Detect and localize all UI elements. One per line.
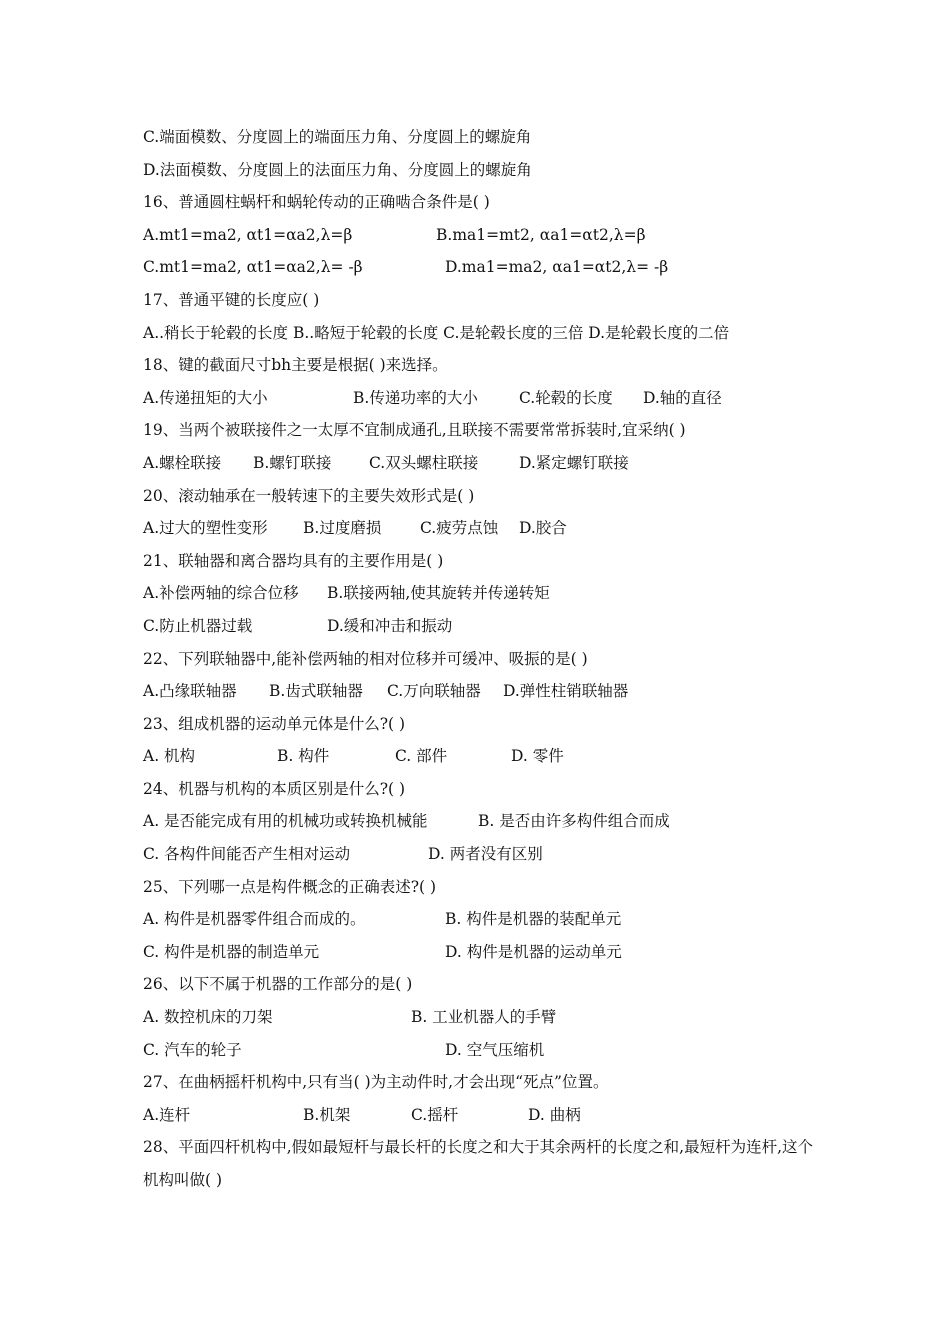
option-d: D.ma1=ma2, αa1=αt2,λ= -β (445, 258, 669, 277)
option-line (143, 577, 823, 610)
option-c: C. 构件是机器的制造单元 (143, 942, 320, 961)
option-line (143, 447, 823, 480)
option-line (143, 675, 823, 708)
option-line (143, 1034, 823, 1067)
question-list (143, 121, 823, 1197)
option-line (143, 610, 823, 643)
option-d: D. 零件 (511, 747, 564, 766)
question-18: 18、键的截面尺寸bh主要是根据( )来选择。 (143, 356, 448, 375)
option-d: D. 构件是机器的运动单元 (445, 942, 622, 961)
option-c: C.疲劳点蚀 (420, 519, 499, 538)
option-d: D.弹性柱销联轴器 (503, 682, 629, 701)
option-line (143, 740, 823, 773)
option-d: D.轴的直径 (643, 388, 722, 407)
question-28: 28、平面四杆机构中,假如最短杆与最长杆的长度之和大于其余两杆的长度之和,最短杆为连杆,这个机构叫做( ) (143, 1138, 814, 1189)
option-b: B. 是否由许多构件组合而成 (478, 812, 670, 831)
option-d: D. 空气压缩机 (445, 1040, 545, 1059)
option-b: B.螺钉联接 (253, 453, 332, 472)
option-a: A. 数控机床的刀架 (143, 1008, 273, 1027)
option-c: C. 汽车的轮子 (143, 1040, 242, 1059)
option-a: A. 是否能完成有用的机械功或转换机械能 (143, 812, 428, 831)
option-b: B.机架 (303, 1105, 351, 1124)
question-27: 27、在曲柄摇杆机构中,只有当( )为主动件时,才会出现“死点”位置。 (143, 1073, 609, 1092)
option-line (143, 1099, 823, 1132)
option-b: B.联接两轴,使其旋转并传递转矩 (327, 584, 550, 603)
option-line-wrapped: A..稍长于轮毂的长度 B..略短于轮毂的长度 C.是轮毂长度的三倍 D.是轮毂长度的二倍 (143, 323, 730, 342)
option-b: B. 构件是机器的装配单元 (445, 910, 622, 929)
option-a: A.传递扭矩的大小 (143, 388, 268, 407)
option-c: C.mt1=ma2, αt1=αa2,λ= -β (143, 258, 363, 277)
option-d: D.紧定螺钉联接 (519, 453, 629, 472)
option-d: D. 两者没有区别 (428, 845, 543, 864)
option-line (143, 838, 823, 871)
option-a: A.连杆 (143, 1105, 191, 1124)
option-line (143, 936, 823, 969)
question-21: 21、联轴器和离合器均具有的主要作用是( ) (143, 551, 444, 570)
question-26: 26、以下不属于机器的工作部分的是( ) (143, 975, 413, 994)
question-24: 24、机器与机构的本质区别是什么?( ) (143, 779, 406, 798)
option-b: B.齿式联轴器 (269, 682, 363, 701)
option-c: C.双头螺柱联接 (369, 453, 479, 472)
option-c: C.摇杆 (411, 1105, 459, 1124)
question-20: 20、滚动轴承在一般转速下的主要失效形式是( ) (143, 486, 475, 505)
option-line (143, 251, 823, 284)
option-d: D.胶合 (519, 519, 567, 538)
option-a: A.补偿两轴的综合位移 (143, 584, 299, 603)
option-line (143, 382, 823, 415)
option-d: D.缓和冲击和振动 (327, 616, 453, 635)
option-b: B. 工业机器人的手臂 (411, 1008, 557, 1027)
option-line (143, 219, 823, 252)
option-a: A.过大的塑性变形 (143, 519, 268, 538)
option-b: B.ma1=mt2, αa1=αt2,λ=β (436, 225, 646, 244)
question-23: 23、组成机器的运动单元体是什么?( ) (143, 714, 406, 733)
option-a: A.凸缘联轴器 (143, 682, 237, 701)
question-19: 19、当两个被联接件之一太厚不宜制成通孔,且联接不需要常常拆装时,宜采纳( ) (143, 421, 686, 440)
option-line (143, 154, 823, 187)
option-c: C.端面模数、分度圆上的端面压力角、分度圆上的螺旋角 (143, 128, 532, 146)
question-22: 22、下列联轴器中,能补偿两轴的相对位移并可缓冲、吸振的是( ) (143, 649, 588, 668)
question-25: 25、下列哪一点是构件概念的正确表述?( ) (143, 877, 437, 896)
option-c: C. 部件 (395, 747, 448, 766)
question-17: 17、普通平键的长度应( ) (143, 290, 320, 309)
option-d: D. 曲柄 (528, 1105, 581, 1124)
option-a: A.螺栓联接 (143, 453, 222, 472)
option-c: C.轮毂的长度 (519, 388, 613, 407)
option-b: B.传递功率的大小 (353, 388, 478, 407)
option-c: C.防止机器过载 (143, 616, 253, 635)
option-c: C. 各构件间能否产生相对运动 (143, 845, 351, 864)
option-b: B. 构件 (277, 747, 330, 766)
option-a: A.mt1=ma2, αt1=αa2,λ=β (143, 225, 353, 244)
question-16: 16、普通圆柱蜗杆和蜗轮传动的正确啮合条件是( ) (143, 193, 490, 212)
option-a: A. 机构 (143, 747, 196, 766)
option-b: B.过度磨损 (303, 519, 382, 538)
option-line (143, 121, 823, 154)
option-line (143, 903, 823, 936)
option-a: A. 构件是机器零件组合而成的。 (143, 910, 366, 929)
option-line (143, 805, 823, 838)
option-line (143, 1001, 823, 1034)
option-d: D.法面模数、分度圆上的法面压力角、分度圆上的螺旋角 (143, 160, 532, 179)
option-line (143, 512, 823, 545)
option-c: C.万向联轴器 (387, 682, 481, 701)
